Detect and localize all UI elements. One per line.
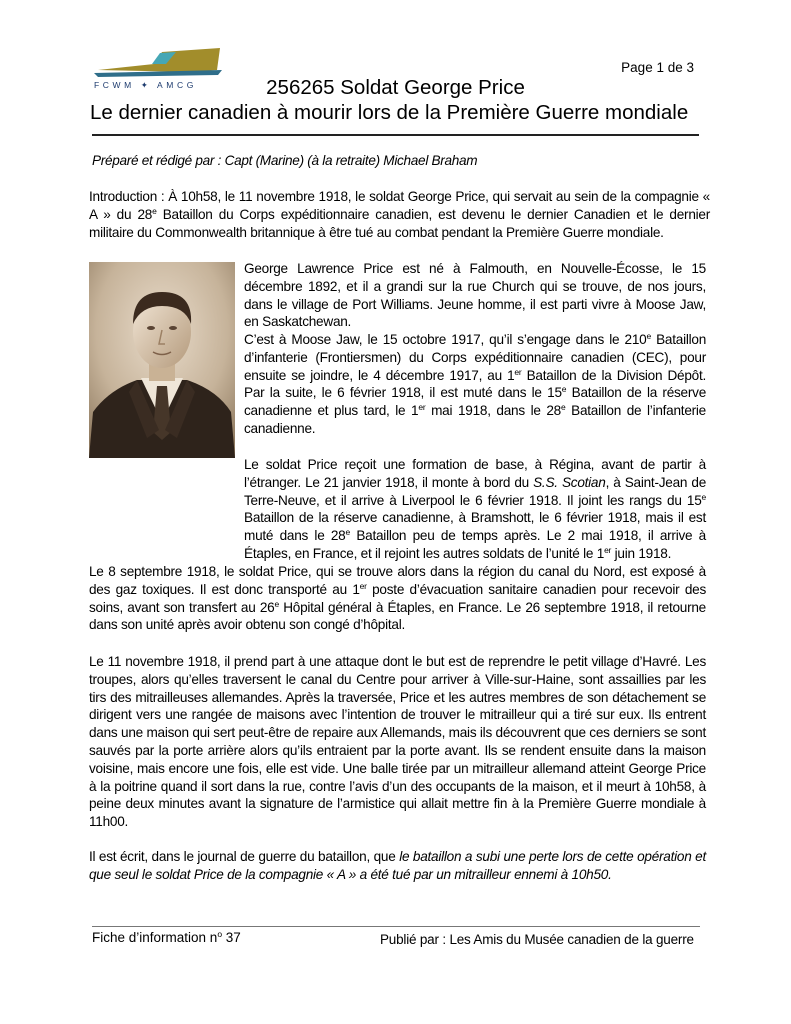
portrait-photo <box>89 262 235 458</box>
ship-name: S.S. Scotian <box>533 474 606 490</box>
footer-divider <box>92 926 700 927</box>
svg-text:FCWM ✦ AMCG: FCWM ✦ AMCG <box>94 80 197 90</box>
paragraph-last-attack: Le 11 novembre 1918, il prend part à une attaque dont le but est de reprendre le petit village d’Havré. Les troupes, alors qu’elles traversent le canal du Centre pour arriver à Ville-sur-Haine, sont assaillies par les tirs des mitrailleuses allemandes. Après la traversée, Price et les autres membres de son détachement se dirigent vers une rangée de maisons avec l’intention de trouver le mitrailleur qui a tiré sur eux. Ils entrent dans une maison qui sert peut-être de repaire aux Allemands, mais ils découvrent que ces derniers se sont sauvés par la porte arrière alors qu’ils entraient par la porte avant. Ils se rendent ensuite dans la maison voisine, mais encore une fois, elle est vide. Une balle tirée par un mitrailleur allemand atteint George Price à la poitrine quand il sort dans la rue, contre l’avis d’un des occupants de la maison, et il meurt à 10h58, à peine deux minutes avant la signature de l’armistice qui allait mettre fin à la Première Guerre mondiale à 11h00. <box>89 654 706 830</box>
war-diary-quote: le bataillon a subi une perte lors de cette opération et que seul le soldat Price de la compagnie « A » a été tué par un mitrailleur ennemi à 10h50. <box>89 849 706 882</box>
paragraph-war-diary: Il est écrit, dans le journal de guerre du bataillon, que le bataillon a subi une perte lors de cette opération et que seul le soldat Price de la compagnie « A » a été tué par un mitrailleur ennemi à 10h50. <box>89 849 706 882</box>
fact-sheet-number: Fiche d’information $n^o$ 37 <box>92 929 241 945</box>
publisher-line: Publié par : Les Amis du Musée canadien de la guerre <box>380 932 694 947</box>
paragraph-gas-exposure: Le 8 septembre 1918, le soldat Price, qui se trouve alors dans la région du canal du Nord, est exposé à des gaz toxiques. Il est donc transporté au 1er poste d’évacuation sanitaire canadien pour recevoir des soins, avant son transfert au 26e Hôpital général à Étaples, en France. Le 26 septembre 1918, il retourne dans son unité après avoir obtenu son congé d’hôpital. <box>89 564 706 633</box>
paragraph-enlistment: C’est à Moose Jaw, le 15 octobre 1917, qu’il s’engage dans le 210e Bataillon d’infanterie (Frontiersmen) du Corps expéditionnaire canadien (CEC), pour ensuite se joindre, le 4 décembre 1917, au 1er Bataillon de la Division Dépôt. Par la suite, le 6 février 1918, il est muté dans le 15e Bataillon de la réserve canadienne et plus tard, le 1er mai 1918, dans le 28e Bataillon de l’infanterie canadienne. <box>244 331 706 436</box>
document-title: 256265 Soldat George Price <box>266 76 525 99</box>
paragraph-birth: George Lawrence Price est né à Falmouth, en Nouvelle-Écosse, le 15 décembre 1892, et il a grandi sur la rue Church qui se trouve, de nos jours, dans le village de Port Williams. Jeune homme, il est parti vivre à Moose Jaw, en Saskatchewan. <box>244 261 706 330</box>
author-line: Préparé et rédigé par : Capt (Marine) (à la retraite) Michael Braham <box>92 153 478 168</box>
intro-paragraph: Introduction : À 10h58, le 11 novembre 1918, le soldat George Price, qui servait au sein de la compagnie « A » du 28e Bataillon du Corps expéditionnaire canadien, est devenu le dernier Canadien et le dernier militaire du Commonwealth britannique à être tué au combat pendant la Première Guerre mondiale. <box>89 189 711 240</box>
paragraph-training: Le soldat Price reçoit une formation de base, à Régina, avant de partir à l’étranger. Le 21 janvier 1918, il monte à bord du S.S. Scotian, à Saint-Jean de Terre-Neuve, et il arrive à Liverpool le 6 février 1918. Il joint les rangs du 15e Bataillon de la réserve canadienne, à Bramshott, le 6 février 1918, mais il est muté dans le 28e Bataillon peu de temps après. Le 2 mai 1918, il arrive à Étaples, en France, et il rejoint les autres soldats de l’unité le 1er juin 1918. <box>244 457 707 561</box>
document-subtitle: Le dernier canadien à mourir lors de la Première Guerre mondiale <box>90 101 689 124</box>
title-divider <box>92 134 699 136</box>
page-number: Page 1 de 3 <box>621 60 694 75</box>
